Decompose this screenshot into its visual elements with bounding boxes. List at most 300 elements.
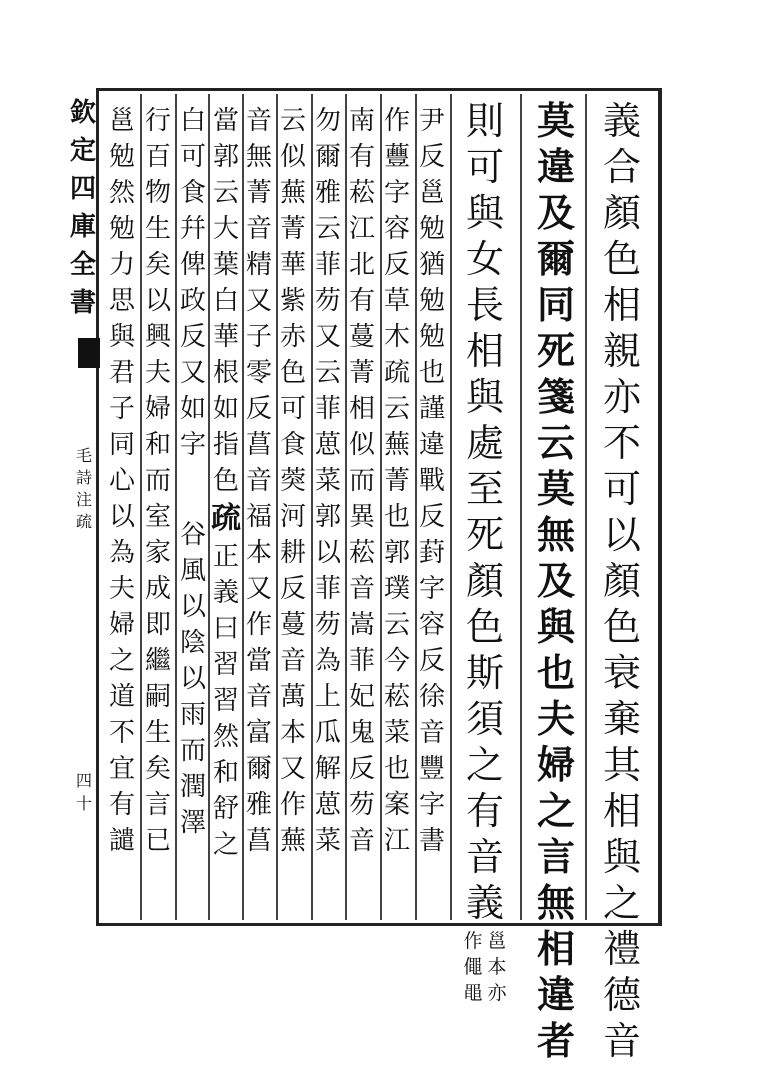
- margin-book-char: 毛: [75, 446, 92, 465]
- column-6-char: 菘: [348, 538, 375, 568]
- column-8-char: 萬: [279, 682, 306, 712]
- column-4-char: 勉: [418, 286, 445, 316]
- column-9-char: 無: [245, 142, 272, 172]
- column-6-char: 音: [348, 574, 375, 604]
- column-3-char: 可: [465, 145, 504, 189]
- column-6-char: 嵩: [348, 610, 375, 640]
- column-5-char: 今: [383, 646, 410, 676]
- column-4-char: 反: [418, 142, 445, 172]
- column-5-char: 木: [383, 322, 410, 352]
- column-7-char: 勿: [314, 106, 341, 136]
- column-10-char: 大: [212, 214, 239, 244]
- column-11-char: 食: [179, 178, 206, 208]
- column-13-char: 道: [108, 682, 135, 712]
- column-13-char: 為: [108, 538, 135, 568]
- column-4-char: 音: [418, 718, 445, 748]
- column-2-char: 言: [536, 834, 575, 879]
- column-10-char: 色: [212, 466, 239, 496]
- margin-title-char: 庫: [70, 212, 97, 242]
- col10-tail-char: 舒: [212, 794, 239, 824]
- column-8-char: 本: [279, 718, 306, 748]
- column-10-char: 郭: [212, 142, 239, 172]
- column-9-char: 本: [245, 538, 272, 568]
- column-7-char: 爾: [314, 142, 341, 172]
- column-8-char: 葖: [279, 466, 306, 496]
- column-13-char: 與: [108, 322, 135, 352]
- column-6-char: 南: [348, 106, 375, 136]
- column-13-char: 勉: [108, 142, 135, 172]
- column-12-char: 矣: [144, 250, 171, 280]
- column-11-char: 可: [179, 142, 206, 172]
- column-8-char: 食: [279, 430, 306, 460]
- column-2-char: 也: [536, 650, 575, 695]
- column-2-char: 無: [536, 880, 575, 925]
- column-4-char: 反: [418, 502, 445, 532]
- column-8-char: 華: [279, 250, 306, 280]
- column-11-char: 如: [179, 394, 206, 424]
- column-4-char: 字: [418, 790, 445, 820]
- column-10-char: 根: [212, 358, 239, 388]
- column-1-char: 色: [602, 605, 641, 649]
- column-8-char: 紫: [279, 286, 306, 316]
- column-10-char: 華: [212, 322, 239, 352]
- column-9-char: 作: [245, 610, 272, 640]
- column-rule: [585, 94, 587, 920]
- column-3-char: 則: [465, 99, 504, 143]
- column-12-char: 成: [144, 574, 171, 604]
- column-3-char: 有: [465, 789, 504, 833]
- inline-note: [462, 932, 508, 1010]
- column-10-char: 如: [212, 394, 239, 424]
- col10-tail-char: 習: [212, 650, 239, 680]
- note-b-char: 作: [463, 930, 483, 952]
- column-1-char: 義: [602, 99, 641, 143]
- column-2-char: 同: [536, 282, 575, 327]
- note-b-char: 僶: [463, 956, 483, 978]
- column-7-char: 菲: [314, 250, 341, 280]
- column-12-char: 婦: [144, 394, 171, 424]
- column-4-char: 勉: [418, 322, 445, 352]
- column-4-char: 徐: [418, 682, 445, 712]
- column-11-char: 字: [179, 430, 206, 460]
- text-column: [382, 108, 412, 864]
- column-4-char: 邕: [418, 178, 445, 208]
- column-5-char: 容: [383, 214, 410, 244]
- column-1-char: 色: [602, 237, 641, 281]
- column-7-char: 芴: [314, 610, 341, 640]
- column-7-char: 雅: [314, 178, 341, 208]
- column-2-char: 者: [536, 1018, 575, 1063]
- column-1-char: 合: [602, 145, 641, 189]
- column-6-char: 江: [348, 214, 375, 244]
- column-6-char: 有: [348, 286, 375, 316]
- column-10-char: 云: [212, 178, 239, 208]
- column-8-char: 音: [279, 646, 306, 676]
- column-1-char: 德: [602, 973, 641, 1017]
- column-7-char: 以: [314, 538, 341, 568]
- column-4-char: 反: [418, 646, 445, 676]
- col11-tail-char: 陰: [179, 628, 206, 658]
- column-8-char: 又: [279, 754, 306, 784]
- column-5-char: 菜: [383, 718, 410, 748]
- column-9-char: 菖: [245, 430, 272, 460]
- margin-page-number: 四十: [75, 771, 92, 813]
- margin-title-char: 欽: [70, 98, 97, 128]
- column-2-char: 無: [536, 512, 575, 557]
- column-4-char: 戰: [418, 466, 445, 496]
- column-3-char: 色: [465, 605, 504, 649]
- column-11-char: 俾: [179, 250, 206, 280]
- column-13-char: 譴: [108, 826, 135, 856]
- column-12-char: 家: [144, 538, 171, 568]
- column-2-char: 死: [536, 328, 575, 373]
- fish-tail-mark: [78, 338, 100, 368]
- column-2-char: 箋: [536, 374, 575, 419]
- column-3-char: 音: [465, 835, 504, 879]
- column-2-char: 與: [536, 604, 575, 649]
- column-9-char: 當: [245, 646, 272, 676]
- column-9-char: 零: [245, 358, 272, 388]
- column-9-char: 子: [245, 322, 272, 352]
- column-1-char: 棄: [602, 697, 641, 741]
- column-12-char: 和: [144, 430, 171, 460]
- column-7-char: 菲: [314, 574, 341, 604]
- note-a-char: 本: [487, 956, 507, 978]
- column-12-char: 夫: [144, 358, 171, 388]
- column-rule: [140, 94, 142, 920]
- col10-tail-char: 然: [212, 722, 239, 752]
- column-8-char: 似: [279, 142, 306, 172]
- column-4-char: 豐: [418, 754, 445, 784]
- column-10-char: 指: [212, 430, 239, 460]
- margin-title-char: 全: [70, 250, 97, 280]
- column-5-char: 菘: [383, 682, 410, 712]
- column-7-char: 菜: [314, 466, 341, 496]
- note-a-char: 邕: [487, 930, 507, 952]
- column-9-char: 爾: [245, 754, 272, 784]
- column-1-char: 以: [602, 513, 641, 557]
- column-4-char: 尹: [418, 106, 445, 136]
- column-13-char: 勉: [108, 214, 135, 244]
- column-6-char: 而: [348, 466, 375, 496]
- column-2-char: 違: [536, 144, 575, 189]
- column-9-char: 福: [245, 502, 272, 532]
- text-column: [211, 108, 241, 868]
- column-3-char: 長: [465, 283, 504, 327]
- text-column: [107, 108, 137, 864]
- margin-title-char: 定: [70, 136, 97, 166]
- column-7-char: 上: [314, 682, 341, 712]
- column-1-char: 親: [602, 329, 641, 373]
- column-12-char: 生: [144, 214, 171, 244]
- margin-title-char: 書: [70, 288, 97, 318]
- column-12-char: 興: [144, 322, 171, 352]
- col10-tail-char: 曰: [212, 614, 239, 644]
- column-6-char: 妃: [348, 682, 375, 712]
- column-3-char: 與: [465, 191, 504, 235]
- column-1-char: 衰: [602, 651, 641, 695]
- column-9-char: 雅: [245, 790, 272, 820]
- column-7-char: 為: [314, 646, 341, 676]
- column-13-char: 子: [108, 394, 135, 424]
- column-7-char: 瓜: [314, 718, 341, 748]
- col10-tail-char: 正: [212, 542, 239, 572]
- column-2-char: 婦: [536, 742, 575, 787]
- col11-tail-char: 澤: [179, 808, 206, 838]
- column-5-char: 反: [383, 250, 410, 280]
- column-rule: [520, 94, 522, 920]
- column-12-char: 而: [144, 466, 171, 496]
- column-12-char: 室: [144, 502, 171, 532]
- column-6-char: 相: [348, 394, 375, 424]
- column-3-char: 處: [465, 421, 504, 465]
- column-8-char: 赤: [279, 322, 306, 352]
- column-5-char: 也: [383, 502, 410, 532]
- column-9-char: 音: [245, 106, 272, 136]
- col11-tail-char: 雨: [179, 700, 206, 730]
- column-7-char: 菲: [314, 394, 341, 424]
- margin-book-name: [74, 448, 94, 536]
- column-1-char: 與: [602, 835, 641, 879]
- column-6-char: 異: [348, 502, 375, 532]
- column-7-char: 芴: [314, 286, 341, 316]
- col11-tail-char: 而: [179, 736, 206, 766]
- column-3-char: 死: [465, 513, 504, 557]
- column-9-char: 菖: [245, 826, 272, 856]
- column-4-char: 葑: [418, 538, 445, 568]
- column-6-char: 北: [348, 250, 375, 280]
- column-6-char: 菁: [348, 358, 375, 388]
- column-1-char: 禮: [602, 927, 641, 971]
- column-8-char: 反: [279, 574, 306, 604]
- column-4-char: 書: [418, 826, 445, 856]
- column-13-char: 君: [108, 358, 135, 388]
- column-3-char: 相: [465, 329, 504, 373]
- column-13-char: 思: [108, 286, 135, 316]
- column-8-char: 河: [279, 502, 306, 532]
- col11-tail-char: 風: [179, 556, 206, 586]
- note-a-char: 亦: [487, 982, 507, 1004]
- column-9-char: 音: [245, 682, 272, 712]
- column-11-char: 政: [179, 286, 206, 316]
- column-1-char: 不: [602, 421, 641, 465]
- column-5-char: 案: [383, 790, 410, 820]
- column-4-char: 謹: [418, 394, 445, 424]
- column-1-char: 顏: [602, 559, 641, 603]
- column-rule: [450, 94, 452, 920]
- column-1-char: 其: [602, 743, 641, 787]
- text-column: [313, 108, 343, 864]
- col10-tail-char: 之: [212, 830, 239, 860]
- column-5-char: 蕪: [383, 430, 410, 460]
- column-3-char: 須: [465, 697, 504, 741]
- column-7-char: 云: [314, 214, 341, 244]
- column-5-char: 璞: [383, 574, 410, 604]
- column-5-char: 作: [383, 106, 410, 136]
- column-9-char: 菁: [245, 178, 272, 208]
- column-2-char: 云: [536, 420, 575, 465]
- column-5-char: 草: [383, 286, 410, 316]
- col11-tail-char: 以: [179, 592, 206, 622]
- column-9-char: 富: [245, 718, 272, 748]
- column-11-char: 反: [179, 322, 206, 352]
- column-2-char: 及: [536, 190, 575, 235]
- margin-title: [70, 100, 96, 328]
- column-8-char: 蔓: [279, 610, 306, 640]
- text-column: [462, 99, 508, 1010]
- column-12-char: 言: [144, 790, 171, 820]
- text-column: [278, 108, 308, 864]
- column-2-char: 之: [536, 788, 575, 833]
- column-rule: [175, 94, 177, 920]
- column-10-char: 白: [212, 286, 239, 316]
- column-4-char: 勉: [418, 214, 445, 244]
- page-frame-left-edge: [96, 88, 99, 926]
- text-column: [244, 108, 274, 864]
- column-5-char: 菁: [383, 466, 410, 496]
- column-7-char: 云: [314, 358, 341, 388]
- column-8-char: 耕: [279, 538, 306, 568]
- column-3-char: 女: [465, 237, 504, 281]
- column-7-char: 又: [314, 322, 341, 352]
- column-1-char: 音: [602, 1019, 641, 1063]
- column-6-char: 蔓: [348, 322, 375, 352]
- column-5-char: 江: [383, 826, 410, 856]
- column-3-char: 顏: [465, 559, 504, 603]
- column-13-char: 然: [108, 178, 135, 208]
- column-12-char: 以: [144, 286, 171, 316]
- margin-book-char: 注: [75, 490, 92, 509]
- column-12-char: 嗣: [144, 682, 171, 712]
- column-8-char: 蕪: [279, 826, 306, 856]
- column-6-char: 芴: [348, 790, 375, 820]
- col10-tail-char: 義: [212, 578, 239, 608]
- margin-title-char: 四: [70, 174, 97, 204]
- col10-tail-char: 習: [212, 686, 239, 716]
- column-7-char: 郭: [314, 502, 341, 532]
- column-1-char: 可: [602, 467, 641, 511]
- column-2-char: 莫: [536, 466, 575, 511]
- column-9-char: 又: [245, 286, 272, 316]
- column-8-char: 菁: [279, 214, 306, 244]
- column-9-char: 又: [245, 574, 272, 604]
- column-13-char: 宜: [108, 754, 135, 784]
- column-13-char: 有: [108, 790, 135, 820]
- column-6-char: 菲: [348, 646, 375, 676]
- column-1-char: 顏: [602, 191, 641, 235]
- column-5-char: 字: [383, 178, 410, 208]
- column-7-char: 葸: [314, 790, 341, 820]
- column-8-char: 蕪: [279, 178, 306, 208]
- column-6-char: 鬼: [348, 718, 375, 748]
- column-3-char: 義: [465, 881, 504, 925]
- column-6-char: 菘: [348, 178, 375, 208]
- column-8-char: 云: [279, 106, 306, 136]
- column-12-char: 百: [144, 142, 171, 172]
- column-13-char: 同: [108, 430, 135, 460]
- column-3-char: 至: [465, 467, 504, 511]
- column-7-char: 葸: [314, 430, 341, 460]
- text-column: [534, 98, 578, 1068]
- column-1-char: 亦: [602, 375, 641, 419]
- margin-book-char: 疏: [75, 512, 92, 531]
- column-3-char: 與: [465, 375, 504, 419]
- column-5-char: 云: [383, 610, 410, 640]
- column-10-char: 葉: [212, 250, 239, 280]
- text-column: [347, 108, 377, 864]
- column-2-char: 夫: [536, 696, 575, 741]
- column-6-char: 似: [348, 430, 375, 460]
- column-11-char: 又: [179, 358, 206, 388]
- col10-tail-char: 和: [212, 758, 239, 788]
- column-6-char: 有: [348, 142, 375, 172]
- column-4-char: 違: [418, 430, 445, 460]
- column-9-char: 反: [245, 394, 272, 424]
- column-12-char: 生: [144, 718, 171, 748]
- column-12-char: 物: [144, 178, 171, 208]
- column-2-char: 及: [536, 558, 575, 603]
- column-12-char: 繼: [144, 646, 171, 676]
- column-6-char: 音: [348, 826, 375, 856]
- column-9-char: 音: [245, 466, 272, 496]
- column-6-char: 反: [348, 754, 375, 784]
- col11-tail-char: 潤: [179, 772, 206, 802]
- col11-tail-char: 以: [179, 664, 206, 694]
- column-2-char: 爾: [536, 236, 575, 281]
- margin-book-char: 詩: [75, 468, 92, 487]
- text-column: [143, 108, 173, 864]
- column-4-char: 容: [418, 610, 445, 640]
- column-8-char: 作: [279, 790, 306, 820]
- column-12-char: 已: [144, 826, 171, 856]
- note-b-char: 黽: [463, 982, 483, 1004]
- column-2-char: 相: [536, 926, 575, 971]
- column-rule: [208, 94, 210, 920]
- column-13-char: 不: [108, 718, 135, 748]
- column-12-char: 矣: [144, 754, 171, 784]
- column-5-char: 郭: [383, 538, 410, 568]
- column-4-char: 猶: [418, 250, 445, 280]
- column-10-char: 當: [212, 106, 239, 136]
- column-1-char: 相: [602, 283, 641, 327]
- column-5-char: 云: [383, 394, 410, 424]
- column-1-char: 相: [602, 789, 641, 833]
- column-3-char: 斯: [465, 651, 504, 695]
- column-9-char: 音: [245, 214, 272, 244]
- text-column: [600, 99, 644, 1068]
- column-13-char: 夫: [108, 574, 135, 604]
- column-13-char: 之: [108, 646, 135, 676]
- col11-tail-char: 谷: [179, 520, 206, 550]
- column-5-char: 蘴: [383, 142, 410, 172]
- column-4-char: 也: [418, 358, 445, 388]
- column-11-char: 幷: [179, 214, 206, 244]
- column-5-char: 疏: [383, 358, 410, 388]
- column-4-char: 字: [418, 574, 445, 604]
- commentary-mark: 疏: [211, 501, 241, 536]
- column-1-char: 之: [602, 881, 641, 925]
- column-13-char: 邕: [108, 106, 135, 136]
- column-2-char: 違: [536, 972, 575, 1017]
- column-13-char: 以: [108, 502, 135, 532]
- column-7-char: 解: [314, 754, 341, 784]
- text-column: [178, 108, 208, 846]
- column-13-char: 心: [108, 466, 135, 496]
- column-3-char: 之: [465, 743, 504, 787]
- column-12-char: 行: [144, 106, 171, 136]
- column-13-char: 婦: [108, 610, 135, 640]
- column-5-char: 也: [383, 754, 410, 784]
